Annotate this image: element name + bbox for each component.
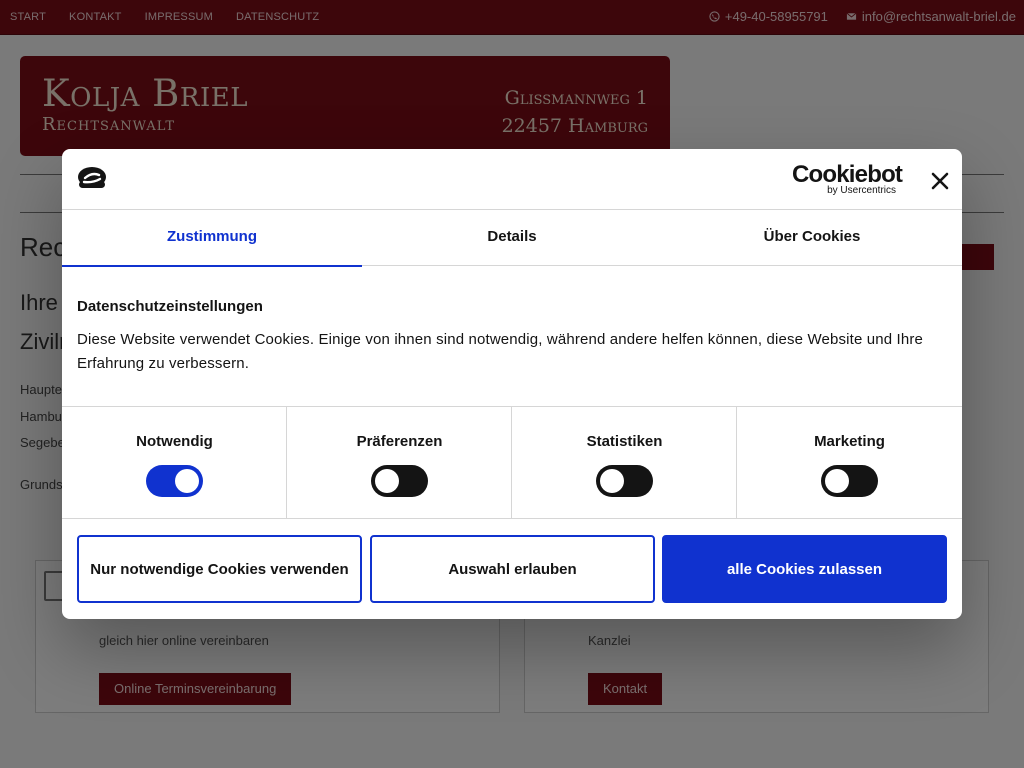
necessary-only-button[interactable]: Nur notwendige Cookies verwenden [77,535,362,603]
consent-text: Diese Website verwendet Cookies. Einige von ihnen sind notwendig, während andere helfen können, diese Website und Ihre Erfahrung zu verbessern. [77,331,924,372]
toggle-knob [175,469,199,493]
category-label: Statistiken [586,433,663,450]
close-icon[interactable] [928,169,952,193]
toggle-praeferenzen[interactable] [371,465,428,497]
dialog-header [62,149,962,210]
category-statistiken [512,407,737,519]
toggle-marketing[interactable] [821,465,878,497]
cookie-categories [62,406,962,519]
category-label: Marketing [814,433,885,450]
toggle-notwendig[interactable] [146,465,203,497]
category-praeferenzen [287,407,512,519]
cookie-consent-dialog [62,149,962,619]
toggle-knob [375,469,399,493]
category-label: Präferenzen [356,433,443,450]
toggle-knob [825,469,849,493]
toggle-statistiken[interactable] [596,465,653,497]
category-label: Notwendig [136,433,213,450]
tab-ueber-cookies[interactable]: Über Cookies [763,228,861,245]
dialog-tabs [62,210,962,266]
toggle-knob [600,469,624,493]
consent-title: Datenschutzeinstellungen [77,298,263,315]
tab-details[interactable]: Details [487,228,537,245]
cookiebot-shield-icon [77,166,107,190]
tab-zustimmung[interactable]: Zustimmung [62,210,362,266]
brand-subtitle: by Usercentrics [827,185,896,196]
category-marketing [737,407,962,519]
brand-name: Cookiebot [792,161,903,188]
allow-all-button[interactable]: alle Cookies zulassen [662,535,947,603]
cookiebot-logo[interactable] [792,161,903,196]
allow-selection-button[interactable]: Auswahl erlauben [370,535,655,603]
category-notwendig [62,407,287,519]
